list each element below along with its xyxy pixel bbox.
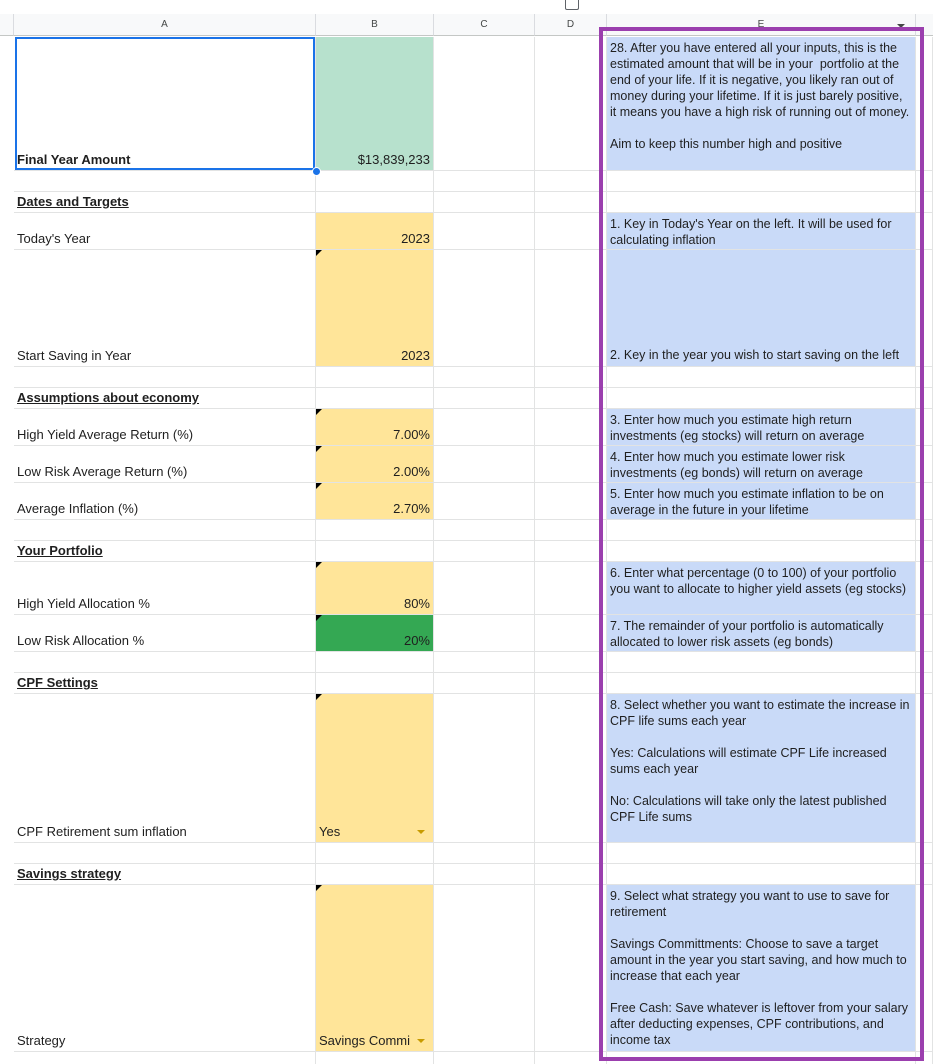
fill-handle[interactable] [312,167,321,176]
cell-f-high-yield-return[interactable] [916,409,933,446]
cell-e-empty-20[interactable] [607,1052,916,1064]
cell-c-dates-header[interactable] [434,192,535,213]
select-all-corner[interactable] [0,14,14,36]
cell-c-start-saving[interactable] [434,250,535,367]
cell-d-empty-1[interactable] [535,171,607,192]
cell-d-empty-5[interactable] [535,367,607,388]
column-header-c[interactable]: C [434,14,535,36]
todays-year-value: 2023 [401,231,430,246]
cell-b-savings-header[interactable] [316,864,434,885]
high-yield-return-label: High Yield Average Return (%) [17,427,194,442]
cell-e-cpf-header[interactable] [607,673,916,694]
cell-b-todays-year[interactable] [316,213,434,250]
cell-a-savings-header[interactable] [14,864,316,885]
high-yield-alloc-label: High Yield Allocation % [17,596,150,611]
final-year-amount-note: 28. After you have entered all your inputs, this is the estimated amount that will be in your portfolio at the end of your life. If it is negative, you likely ran out of money during your lifetime. If it is just barely positive, it means you have a high risk of running out of money. Aim to keep this number high and positive [610,41,910,151]
cell-f-empty-20[interactable] [916,1052,933,1064]
cell-c-low-risk-alloc[interactable] [434,615,535,652]
economy-header-label: Assumptions about economy [17,390,200,405]
cell-f-start-saving[interactable] [916,250,933,367]
column-header-e[interactable]: E [607,14,916,36]
cell-c-empty-5[interactable] [434,367,535,388]
cell-a-high-yield-alloc[interactable] [14,562,316,615]
cell-b-final-year-amount[interactable] [316,37,434,171]
cell-b-economy-header[interactable] [316,388,434,409]
cell-f-low-risk-alloc[interactable] [916,615,933,652]
cell-d-economy-header[interactable] [535,388,607,409]
low-risk-alloc-label: Low Risk Allocation % [17,633,145,648]
cpf-header-label: CPF Settings [17,675,98,690]
cell-c-final-year-amount[interactable] [434,37,535,171]
low-risk-return-value: 2.00% [393,464,430,479]
cell-c-portfolio-header[interactable] [434,541,535,562]
cell-f-empty-10[interactable] [916,520,933,541]
cell-b-high-yield-return[interactable] [316,409,434,446]
comment-indicator-icon[interactable] [316,562,322,568]
cell-d-low-risk-alloc[interactable] [535,615,607,652]
start-saving-label: Start Saving in Year [17,348,132,363]
cell-e-strategy[interactable] [607,885,916,1052]
cell-c-empty-10[interactable] [434,520,535,541]
cell-a-empty-20[interactable] [14,1052,316,1064]
cell-b-portfolio-header[interactable] [316,541,434,562]
cell-a-cpf-header[interactable] [14,673,316,694]
cell-e-high-yield-alloc[interactable] [607,562,916,615]
cell-a-start-saving[interactable] [14,250,316,367]
cell-f-final-year-amount[interactable] [916,37,933,171]
cell-e-final-year-amount[interactable] [607,37,916,171]
column-header-d[interactable]: D [535,14,607,36]
cell-f-portfolio-header[interactable] [916,541,933,562]
strategy-label: Strategy [17,1033,66,1048]
savings-header-label: Savings strategy [17,866,122,881]
cell-f-high-yield-alloc[interactable] [916,562,933,615]
cell-f-empty-5[interactable] [916,367,933,388]
high-yield-return-value: 7.00% [393,427,430,442]
cell-d-final-year-amount[interactable] [535,37,607,171]
cell-b-empty-10[interactable] [316,520,434,541]
cell-e-high-yield-return[interactable] [607,409,916,446]
cpf-inflation-note: 8. Select whether you want to estimate the increase in CPF life sums each year Yes: Calculations will estimate CPF Life increased sums each year No: Calculations will take only the latest published CPF Life sums [610,698,910,824]
cell-a-final-year-amount[interactable] [14,37,316,171]
cell-a-empty-10[interactable] [14,520,316,541]
strategy-value: Savings Commi [319,1033,411,1048]
cell-d-portfolio-header[interactable] [535,541,607,562]
cell-e-low-risk-alloc[interactable] [607,615,916,652]
cpf-inflation-label: CPF Retirement sum inflation [17,824,187,839]
cell-e-cpf-inflation[interactable] [607,694,916,843]
todays-year-label: Today's Year [17,231,91,246]
cell-a-dates-header[interactable] [14,192,316,213]
cell-c-savings-header[interactable] [434,864,535,885]
cell-f-empty-1[interactable] [916,171,933,192]
cell-a-empty-1[interactable] [14,171,316,192]
cell-c-empty-20[interactable] [434,1052,535,1064]
strategy-note: 9. Select what strategy you want to use to save for retirement Savings Committments: Choose to save a target amount in the year you start saving, and how much to increase that each year Free Cash: Save whatever is leftover from your salary after deducting expenses, CPF contributions, and income tax [610,889,909,1047]
cell-e-todays-year[interactable] [607,213,916,250]
low-risk-return-label: Low Risk Average Return (%) [17,464,188,479]
final-year-amount-label: Final Year Amount [17,152,131,167]
portfolio-header-label: Your Portfolio [17,543,103,558]
checkbox-icon[interactable] [565,0,579,10]
cell-d-empty-20[interactable] [535,1052,607,1064]
column-header-b[interactable]: B [316,14,434,36]
cell-a-inflation[interactable] [14,483,316,520]
cell-a-portfolio-header[interactable] [14,541,316,562]
cell-b-cpf-inflation[interactable] [316,694,434,843]
low-risk-return-note: 4. Enter how much you estimate lower risk investments (eg bonds) will return on average [610,450,863,480]
cell-d-todays-year[interactable] [535,213,607,250]
column-header-f[interactable] [916,14,933,36]
cell-f-savings-header[interactable] [916,864,933,885]
cell-a-strategy[interactable] [14,885,316,1052]
cell-b-empty-20[interactable] [316,1052,434,1064]
todays-year-note: 1. Key in Today's Year on the left. It will be used for calculating inflation [610,217,895,247]
cell-e-dates-header[interactable] [607,192,916,213]
cell-e-empty-17[interactable] [607,843,916,864]
cell-a-economy-header[interactable] [14,388,316,409]
cell-f-cpf-inflation[interactable] [916,694,933,843]
comment-indicator-icon[interactable] [316,694,322,700]
cell-d-strategy[interactable] [535,885,607,1052]
comment-indicator-icon[interactable] [316,483,322,489]
toolbar-strip [0,0,933,15]
inflation-note: 5. Enter how much you estimate inflation to be on average in the future in your lifetime [610,487,888,517]
cell-a-empty-17[interactable] [14,843,316,864]
high-yield-alloc-note: 6. Enter what percentage (0 to 100) of your portfolio you want to allocate to higher yield assets (eg stocks) [610,566,906,596]
comment-indicator-icon[interactable] [316,615,322,621]
cell-e-empty-10[interactable] [607,520,916,541]
cell-c-high-yield-alloc[interactable] [434,562,535,615]
cell-d-inflation[interactable] [535,483,607,520]
cell-b-low-risk-return[interactable] [316,446,434,483]
cell-f-strategy[interactable] [916,885,933,1052]
cell-b-inflation[interactable] [316,483,434,520]
cell-e-empty-1[interactable] [607,171,916,192]
cell-c-low-risk-return[interactable] [434,446,535,483]
cell-a-empty-5[interactable] [14,367,316,388]
inflation-value: 2.70% [393,501,430,516]
low-risk-alloc-value: 20% [403,633,430,648]
cell-c-inflation[interactable] [434,483,535,520]
cpf-inflation-value: Yes [319,824,341,839]
cell-b-dates-header[interactable] [316,192,434,213]
cell-a-low-risk-return[interactable] [14,446,316,483]
cell-f-empty-17[interactable] [916,843,933,864]
cell-d-low-risk-return[interactable] [535,446,607,483]
comment-indicator-icon[interactable] [316,446,322,452]
cell-e-economy-header[interactable] [607,388,916,409]
column-header-a[interactable]: A [14,14,316,36]
chevron-down-icon[interactable] [897,24,905,28]
high-yield-return-note: 3. Enter how much you estimate high return investments (eg stocks) will return on average [610,413,865,443]
cell-f-low-risk-return[interactable] [916,446,933,483]
cell-c-cpf-inflation[interactable] [434,694,535,843]
cell-c-economy-header[interactable] [434,388,535,409]
cell-b-strategy[interactable] [316,885,434,1052]
low-risk-alloc-note: 7. The remainder of your portfolio is automatically allocated to lower risk assets (eg bonds) [610,619,887,649]
cell-a-high-yield-return[interactable] [14,409,316,446]
cell-b-empty-1[interactable] [316,171,434,192]
comment-indicator-icon[interactable] [316,409,322,415]
cell-d-start-saving[interactable] [535,250,607,367]
cell-c-cpf-header[interactable] [434,673,535,694]
cell-d-empty-10[interactable] [535,520,607,541]
cell-e-inflation[interactable] [607,483,916,520]
cell-c-empty-14[interactable] [434,652,535,673]
cell-b-empty-14[interactable] [316,652,434,673]
cell-e-empty-14[interactable] [607,652,916,673]
cell-b-cpf-header[interactable] [316,673,434,694]
cell-c-strategy[interactable] [434,885,535,1052]
final-year-amount-value: $13,839,233 [357,152,430,167]
comment-indicator-icon[interactable] [316,250,322,256]
cell-d-dates-header[interactable] [535,192,607,213]
high-yield-alloc-value: 80% [403,596,430,611]
cell-f-inflation[interactable] [916,483,933,520]
cell-c-empty-1[interactable] [434,171,535,192]
start-saving-note: 2. Key in the year you wish to start saving on the left [610,348,900,362]
cell-f-dates-header[interactable] [916,192,933,213]
cell-e-low-risk-return[interactable] [607,446,916,483]
inflation-label: Average Inflation (%) [17,501,139,516]
cell-e-start-saving[interactable] [607,250,916,367]
start-saving-value: 2023 [401,348,430,363]
cell-b-low-risk-alloc[interactable] [316,615,434,652]
cell-f-empty-14[interactable] [916,652,933,673]
cell-a-low-risk-alloc[interactable] [14,615,316,652]
cell-b-empty-17[interactable] [316,843,434,864]
dates-header-label: Dates and Targets [17,194,129,209]
dropdown-arrow-icon[interactable] [417,1039,425,1043]
cell-b-high-yield-alloc[interactable] [316,562,434,615]
cell-b-start-saving[interactable] [316,250,434,367]
cell-d-empty-14[interactable] [535,652,607,673]
cell-f-todays-year[interactable] [916,213,933,250]
cell-d-cpf-header[interactable] [535,673,607,694]
dropdown-arrow-icon[interactable] [417,830,425,834]
cell-e-portfolio-header[interactable] [607,541,916,562]
cell-a-empty-14[interactable] [14,652,316,673]
cell-d-high-yield-return[interactable] [535,409,607,446]
cell-a-todays-year[interactable] [14,213,316,250]
cell-d-empty-17[interactable] [535,843,607,864]
cell-f-economy-header[interactable] [916,388,933,409]
cell-c-empty-17[interactable] [434,843,535,864]
cell-e-savings-header[interactable] [607,864,916,885]
cell-d-savings-header[interactable] [535,864,607,885]
cell-b-empty-5[interactable] [316,367,434,388]
cell-c-high-yield-return[interactable] [434,409,535,446]
row-header-strip [0,36,4,1064]
cell-d-cpf-inflation[interactable] [535,694,607,843]
cell-e-empty-5[interactable] [607,367,916,388]
cell-c-todays-year[interactable] [434,213,535,250]
cell-d-high-yield-alloc[interactable] [535,562,607,615]
cell-a-cpf-inflation[interactable] [14,694,316,843]
cell-f-cpf-header[interactable] [916,673,933,694]
comment-indicator-icon[interactable] [316,885,322,891]
